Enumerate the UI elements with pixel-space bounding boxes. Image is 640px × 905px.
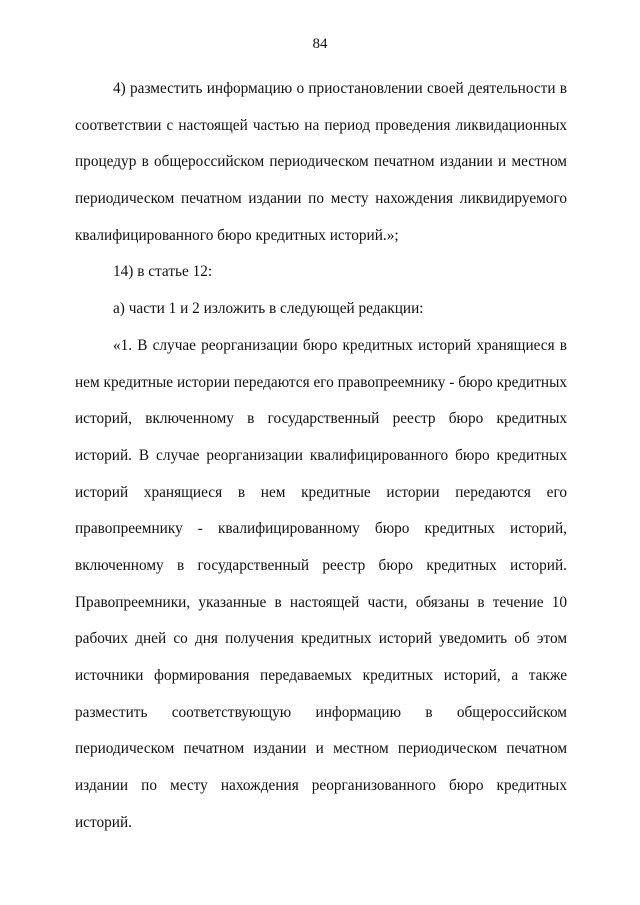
text-line: квалифицированного бюро кредитных историй.»; — [75, 226, 399, 244]
document-body — [75, 71, 567, 841]
text-line: процедур в общероссийском периодическом печатном издании и местном — [75, 153, 567, 171]
text-line: соответствии с настоящей частью на период проведения ликвидационных — [75, 116, 567, 134]
text-line: источники формирования передаваемых кредитных историй, а также — [75, 667, 567, 684]
text-line: историй хранящиеся в нем кредитные истории передаются его — [75, 483, 567, 501]
text-line: историй. В случае реорганизации квалифицированного бюро кредитных — [75, 446, 567, 464]
text-line: «1. В случае реорганизации бюро кредитных историй хранящиеся в — [113, 336, 567, 354]
text-line: 14) в статье 12: — [113, 263, 213, 281]
text-line: издании по месту нахождения реорганизованного бюро кредитных — [75, 777, 567, 795]
text-line: периодическом печатном издании и местном периодическом печатном — [75, 740, 567, 758]
text-line: нем кредитные истории передаются его правопреемнику - бюро кредитных — [75, 373, 567, 391]
text-line: правопреемнику - квалифицированному бюро кредитных историй, — [75, 520, 567, 538]
text-line: историй. — [75, 813, 132, 831]
text-line: историй, включенному в государственный реестр бюро кредитных — [75, 410, 567, 428]
page-number: 84 — [312, 36, 328, 52]
text-line: периодическом печатном издании по месту нахождения ликвидируемого — [75, 190, 567, 208]
text-line: а) части 1 и 2 изложить в следующей редакции: — [113, 300, 424, 318]
text-line: рабочих дней со дня получения кредитных историй уведомить об этом — [75, 630, 567, 648]
text-line: разместить соответствующую информацию в общероссийском — [75, 703, 567, 721]
text-line: 4) разместить информацию о приостановлении своей деятельности в — [113, 80, 567, 97]
text-line: Правопреемники, указанные в настоящей части, обязаны в течение 10 — [75, 593, 567, 611]
text-line: включенному в государственный реестр бюро кредитных историй. — [75, 556, 567, 574]
